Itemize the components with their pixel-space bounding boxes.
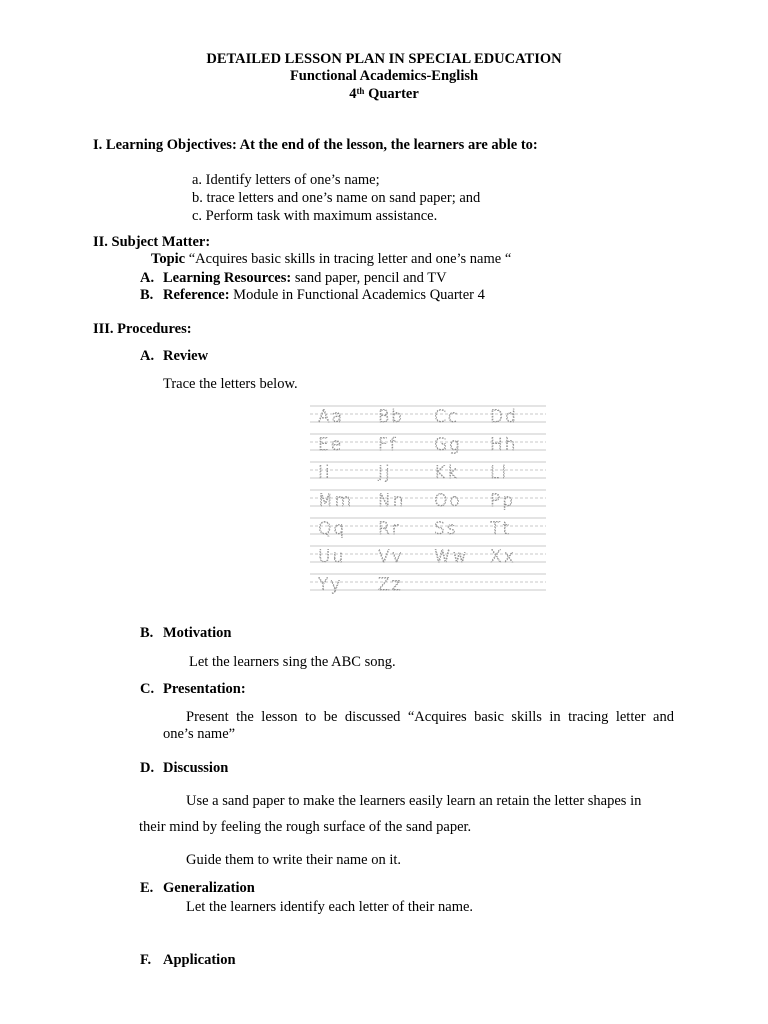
tracing-letter-pair: Uu	[318, 547, 346, 567]
tracing-letter-pair: Xx	[490, 547, 516, 567]
review-text: Trace the letters below.	[163, 376, 298, 392]
discussion-text-line2: their mind by feeling the rough surface of the sand paper.	[139, 819, 472, 835]
review-heading: Review	[163, 348, 209, 364]
document-title: DETAILED LESSON PLAN IN SPECIAL EDUCATION	[206, 51, 562, 67]
tracing-letter-pair: Zz	[378, 575, 403, 595]
reference-value: Module in Functional Academics Quarter 4	[233, 287, 485, 303]
subject-matter-heading: II. Subject Matter:	[93, 234, 211, 250]
generalization-text: Let the learners identify each letter of their name.	[186, 899, 474, 915]
resources-value: sand paper, pencil and TV	[294, 270, 447, 286]
discussion-text-line3: Guide them to write their name on it.	[186, 852, 402, 868]
generalization-heading: Generalization	[163, 880, 255, 896]
resources-label: Learning Resources:	[163, 270, 292, 286]
discussion-text-line1: Use a sand paper to make the learners easily learn an retain the letter shapes in	[186, 793, 642, 809]
objective-item: a. Identify letters of one’s name;	[192, 172, 380, 188]
tracing-letter-pair: Oo	[434, 491, 462, 511]
tracing-letter-pair: Aa	[318, 407, 345, 427]
objectives-heading: I. Learning Objectives: At the end of the lesson, the learners are able to:	[93, 137, 538, 153]
reference-label: Reference:	[163, 287, 230, 303]
presentation-heading: Presentation:	[163, 681, 246, 697]
list-marker: C.	[140, 681, 155, 697]
list-marker: A.	[140, 348, 155, 364]
tracing-sheet-svg	[300, 398, 562, 600]
tracing-letter-pair: Mm	[318, 491, 354, 511]
motivation-heading: Motivation	[163, 625, 232, 641]
discussion-heading: Discussion	[163, 760, 229, 776]
topic-line	[151, 250, 511, 268]
learning-resources	[163, 269, 447, 287]
tracing-letter-pair: Yy	[318, 575, 343, 595]
tracing-letter-pair: Tt	[490, 519, 512, 539]
procedures-heading: III. Procedures:	[93, 321, 192, 337]
tracing-letter-pair: Rr	[378, 519, 401, 539]
tracing-letter-pair: Hh	[490, 435, 518, 455]
list-marker: F.	[140, 952, 152, 968]
quarter-suffix: th	[356, 86, 365, 96]
tracing-letter-pair: Ee	[318, 435, 344, 455]
reference	[163, 286, 485, 304]
tracing-letter-pair: Ii	[318, 463, 332, 483]
tracing-letter-pair: Pp	[490, 491, 516, 511]
tracing-letter-pair: Vv	[378, 547, 404, 567]
presentation-text-line1: Present the lesson to be discussed “Acquires basic skills in tracing letter and	[186, 709, 674, 725]
objective-item: c. Perform task with maximum assistance.	[192, 208, 438, 224]
list-marker: B.	[140, 625, 154, 641]
motivation-text: Let the learners sing the ABC song.	[189, 654, 396, 670]
tracing-letter-pair: Ff	[378, 435, 398, 455]
list-marker: E.	[140, 880, 154, 896]
document-subject: Functional Academics-English	[289, 68, 479, 84]
tracing-letter-pair: Ll	[490, 463, 509, 483]
tracing-letter-pair: Jj	[378, 463, 392, 483]
tracing-letter-pair: Kk	[434, 463, 459, 483]
topic-value: “Acquires basic skills in tracing letter and one’s name “	[188, 251, 512, 267]
tracing-letter-pair: Gg	[434, 435, 462, 455]
presentation-text-line2: one’s name”	[163, 726, 236, 742]
list-marker: D.	[140, 760, 155, 776]
topic-label: Topic	[151, 251, 186, 267]
quarter-number: 4	[349, 86, 357, 102]
tracing-letter-pair: Nn	[378, 491, 406, 511]
application-heading: Application	[163, 952, 236, 968]
tracing-letter-pair: Cc	[434, 407, 460, 427]
document-quarter	[0, 85, 768, 103]
quarter-word: Quarter	[368, 86, 419, 102]
tracing-letter-pair: Qq	[318, 519, 347, 539]
tracing-letter-pair: Bb	[378, 407, 404, 427]
tracing-letter-pair: Ww	[434, 547, 469, 567]
tracing-letter-pair: Dd	[490, 407, 518, 427]
list-marker: B.	[140, 287, 154, 303]
objective-item: b. trace letters and one’s name on sand paper; and	[192, 190, 481, 206]
tracing-letter-pair: Ss	[434, 519, 458, 539]
letter-tracing-worksheet	[300, 398, 562, 600]
list-marker: A.	[140, 270, 155, 286]
